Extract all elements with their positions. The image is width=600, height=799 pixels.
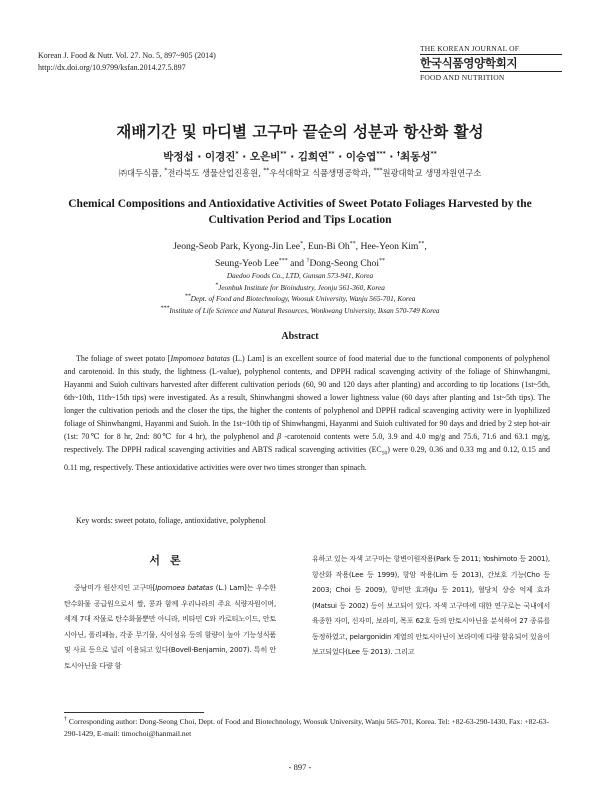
corresponding-author-footnote: † Corresponding author: Dong-Seong Choi, Dept. of Food and Biotechnology, Woosuk University, Wanju 565-701, Korea. Tel: +82-63-290-1430, Fax: +82-63-290-1429, E-mail: timochoi@hanmail.net [64, 716, 549, 738]
page-number: - 897 - [288, 762, 312, 772]
intro-left-column: 중남미가 원산지인 고구마[Ipomoea batatas (L.) Lam]는 우수한 탄수화물 공급원으로서 쌀, 콩과 함께 우리나라의 주요 식량자원이며, 세계 7대 작물로 탄수화물뿐만 아니라, 비타민 C와 카로티노이드, 안토시아닌, 폴리페놀, 각종 무기물, 식이섬유 등의 함량이 높아 기능성식품 및 사료 등으로 널리 이용되고 있다(Bovell-Benjamin, 2007). 특히 안토시아닌을 다량 함 [64, 583, 276, 670]
english-title: Chemical Compositions and Antioxidative Activities of Sweet Potato Foliages Harvested by the Cultivation Period and Tips Location [68, 198, 532, 226]
abstract-body: The foliage of sweet potato [Impomoea batatas (L.) Lam] is an excellent source of food material due to the functional components of polyphenol and carotenoid. In this study, the lightness (L-value), polyphenol contents, and DPPH radical scavenging activity of the foliage of Shinwhangmi, Hayanmi and Suioh cultivars harvested after different cultivation periods (60, 90 and 120 days after planting) and according to tip locations (1st~5th, 6th~10th, 11th~15th tips) were investigated. As a result, Shinwhangmi showed a lower lightness value (60 days after planting and 1st~5th tips). The longer the cultivation periods and the closer the tips, the higher the contents of polyphenol and DPPH radical scavenging activity were in lyophilized foliage of Shinwhangmi, Hayanmi and Suioh. In the 1st~10th tip of Shinwhangmi, Hayanmi and Suioh cultivated for 90 days and dried by 2 step hot-air (1st: 70℃ for 8 hr, 2nd: 80℃ for 4 hr), the polyphenol and β -carotenoid contents were 5.0, 3.9 and 4.0 mg/g and 75.6, 71.6 and 63.1 mg/g, respectively. The DPPH radical scavenging activities and ABTS radical scavenging activities $(EC_{50})$ were 0.29, 0.36 and 0.33 mg and 0.12, 0.15 and 0.11 mg, respectively. These antioxidative activities were over two times stronger than spinach. [64, 354, 550, 472]
abstract-heading: Abstract [281, 331, 319, 342]
korean-authors: 박정섭 · 이경진* · 오은비** · 김희연** · 이승엽*** · †최동성** [163, 150, 437, 163]
korean-affiliations: ㈜대두식품, *전라북도 생물산업진흥원, **우석대학교 식품생명공학과, ***원광대학교 생명자원연구소 [118, 167, 482, 178]
footnote-rule [64, 712, 204, 713]
journal-name-bottom: FOOD AND NUTRITION [420, 73, 505, 82]
english-authors-line-1: Jeong-Seob Park, Kyong-Jin Lee*, Eun-Bi Oh**, Hee-Yeon Kim**, [173, 240, 427, 252]
english-affiliations: Daedoo Foods Co., LTD, Gunsan 573-941, Korea *Jeonbuk Institute for Bioindustry, Jeonju 561-360, Korea **Dept. of Food and Biotechnology, Woosuk University, Wanju 565-701, Korea ***Institute of Life Science and Natural Resources, Wonkwang University, Iksan 570-749 Korea [160, 271, 440, 315]
intro-right-column: 유하고 있는 자색 고구마는 항변이원작용(Park 등 2011; Yoshimoto 등 2001), 항산화 작용(Lee 등 1999), 항암 작용(Lim 등 2013), 간보호 기능(Cho 등 2003; Choi 등 2009), 항비만 효과(Ju 등 2011), 혈당치 상승 억제 효과(Matsui 등 2002) 등이 보고되어 있다. 자색 고구마에 대한 연구로는 국내에서 육종한 자미, 신자미, 보라미, 목포 62호 등의 안토시아닌을 분석하여 27 종류를 동정하였고, pelargonidin 계열의 안토시아닌이 보라미에 다량 함유되어 있음이 보고되었다(Lee 등 2013). 그리고 [312, 554, 550, 656]
intro-heading: 서론 [149, 554, 191, 567]
journal-rule-bottom [420, 71, 562, 72]
citation-line: Korean J. Food & Nutr. Vol. 27. No. 5, 897~905 (2014) [38, 51, 216, 60]
english-authors-line-2: Seung-Yeob Lee*** and †Dong-Seong Choi** [215, 257, 385, 269]
keywords: Key words: sweet potato, foliage, antioxidative, polyphenol [76, 516, 266, 525]
journal-citation-block [38, 50, 216, 74]
journal-name-top: THE KOREAN JOURNAL OF [420, 44, 520, 53]
doi-line: http://dx.doi.org/10.9799/ksfan.2014.27.5.897 [38, 63, 186, 72]
korean-title: 재배기간 및 마디별 고구마 끝순의 성분과 항산화 활성 [116, 123, 484, 141]
journal-rule-top [420, 54, 562, 55]
journal-logo-box [420, 44, 562, 82]
journal-name-korean: 한국식품영양학회지 [420, 56, 518, 70]
english-authors [40, 238, 560, 272]
